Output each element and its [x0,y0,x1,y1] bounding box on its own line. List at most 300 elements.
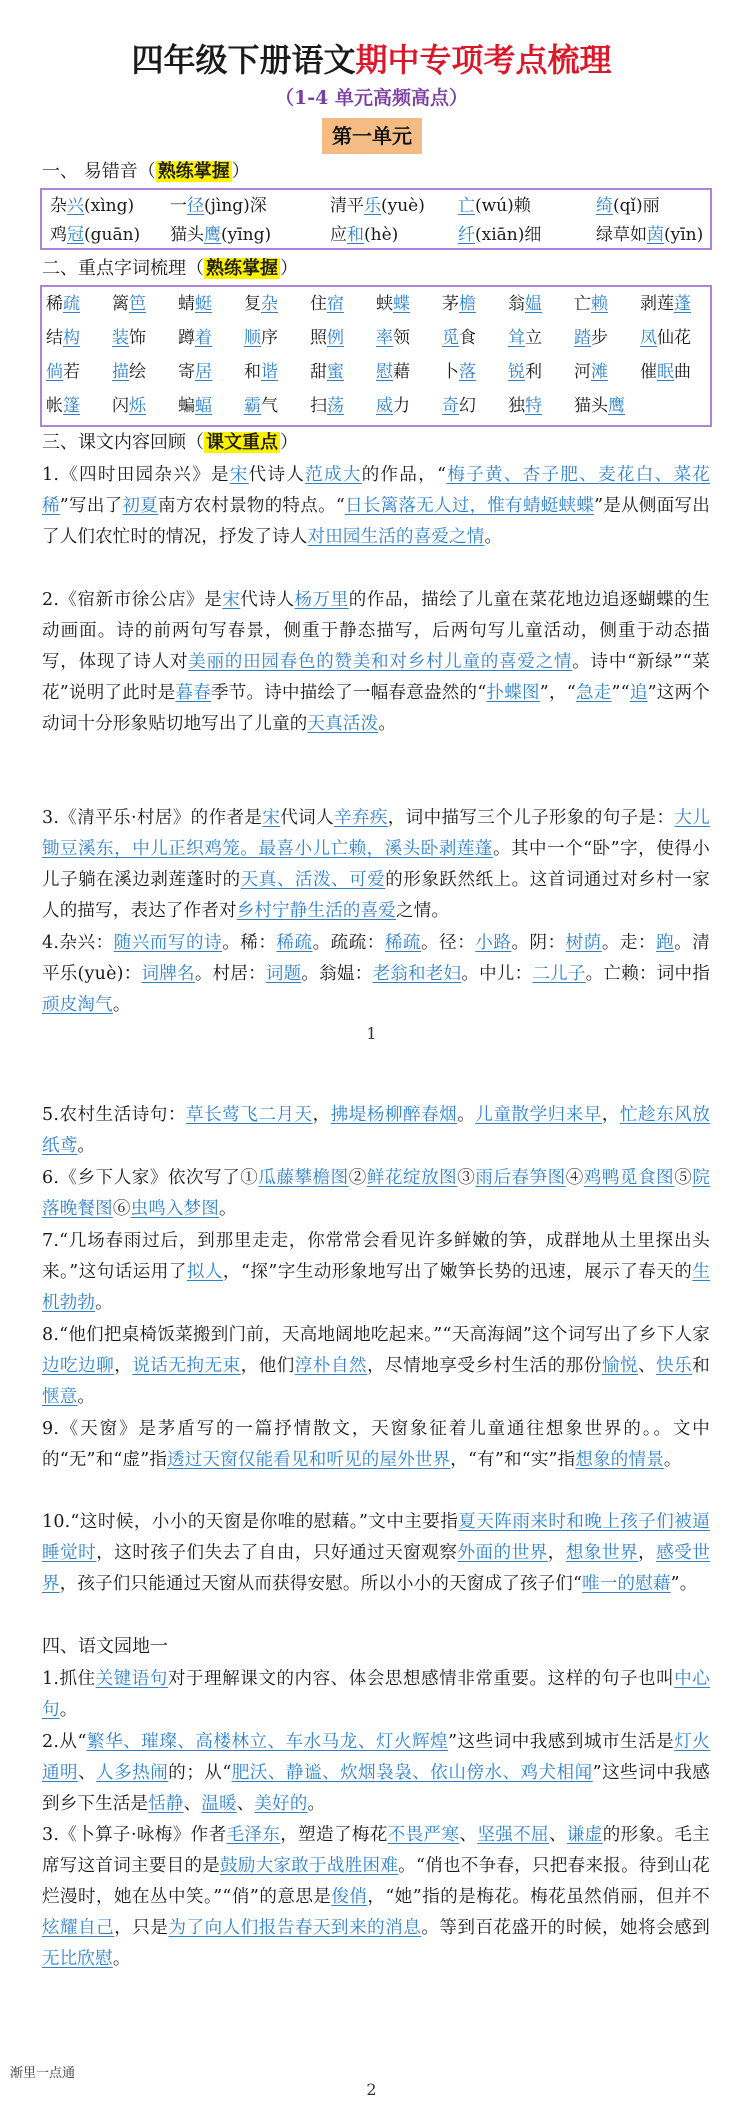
section-3-heading: 三、课文内容回顾（ 课文重点 ） [42,432,298,453]
body-text: 。 [663,1450,682,1470]
section-1-heading: 一、 易错音（ 熟练掌握 ） [42,161,250,182]
word-cell [574,289,608,319]
word-text: 利 [525,362,542,382]
page-subtitle: （1-4 单元高频高点） [275,87,468,109]
word-cell [508,323,542,353]
answer-text: 天真活泼 [307,714,379,734]
body-text: ，塑造了梅花 [280,1825,388,1845]
answer-text: 美丽的田园春色的赞美和对乡村儿童的喜爱之情 [188,652,573,672]
title-part-1: 四年级下册语文 [131,41,356,79]
page-title [0,38,743,82]
answer-text: 乡村宁静生活的喜爱 [236,901,397,921]
answer-text: 范成大 [305,465,362,485]
pinyin-row [42,191,710,221]
pinyin-text: 应 [330,225,347,245]
word-text: 和 [244,362,261,382]
word-cell [178,289,212,319]
unit-heading: 第一单元 [322,118,422,154]
body-text: 和 [692,1356,710,1376]
word-cell [178,391,212,421]
title-part-2: 期中专项考点梳理 [355,41,612,79]
body-text: 。 [378,714,397,734]
answer-text: 雨后春笋图 [475,1168,566,1188]
word-text: 照 [310,328,327,348]
answer-text: 中心句 [42,1669,710,1720]
paragraph-3 [42,803,710,927]
word-text: 若 [63,362,80,382]
word-cell [442,323,476,353]
word-text: 催 [640,362,657,382]
answer-text: 瓜藤攀檐图 [258,1168,349,1188]
body-text: ， [638,1543,657,1563]
answer-text: 淳朴自然 [294,1356,368,1376]
answer-text: 灯火通明 [42,1732,711,1783]
answer-text: 跑 [656,933,675,953]
word-text: 饰 [129,328,146,348]
body-text: ，“她”指的是梅花。梅花虽然俏丽，但并不 [367,1887,710,1907]
word-cell [442,391,476,421]
body-text: ，“有”和“实”指 [450,1450,576,1470]
footer-watermark: 渐里一点通 [10,2066,76,2081]
word-cell [310,289,344,319]
word-row [42,289,710,319]
paragraph-6 [42,1163,710,1225]
word-text: 结 [46,328,63,348]
word-row [42,357,710,387]
answer-text: 坚强不屈 [477,1825,549,1845]
word-key-char: 特 [525,396,542,416]
answer-text: 二儿子 [532,964,586,984]
answer-text: 美好的 [254,1794,308,1814]
answer-text: 草长莺飞二月天 [186,1105,313,1125]
pinyin-text: 清平 [330,196,364,216]
word-text: 甜 [310,362,327,382]
pinyin-text: (qǐ)丽 [613,196,660,216]
word-cell [640,357,691,387]
body-text: 。疏疏： [312,933,385,953]
word-text: 食 [459,328,476,348]
word-key-char: 着 [195,328,212,348]
answer-text: 想象世界 [565,1543,639,1563]
body-text: 3.《卜算子·咏梅》作者 [42,1825,227,1845]
pinyin-cell [596,220,703,250]
word-row [42,323,710,353]
body-text: 。 [307,1794,326,1814]
body-text: ⑥ [112,1199,131,1219]
answer-text: 大儿锄豆溪东，中儿正织鸡笼。最喜小儿亡赖，溪头卧剥莲蓬 [42,808,711,859]
pinyin-cell [458,191,531,221]
answer-text: 炫耀自己 [42,1918,115,1938]
pinyin-text: (hè) [364,225,399,245]
body-text: 、 [548,1825,567,1845]
body-text: 南方农村景物的特点。“ [157,496,346,516]
answer-text: 宋 [229,465,249,485]
word-cell [112,289,146,319]
answer-text: 稀疏 [384,933,422,953]
word-key-char: 蝠 [195,396,212,416]
answer-text: 说话无拘无束 [132,1356,241,1376]
word-text: 气 [261,396,278,416]
word-text: 复 [244,294,261,314]
body-text: ，孩子们只能通过天窗从而获得安慰。所以小小的天窗成了孩子们“ [59,1574,583,1594]
body-text: 的；从“ [168,1763,232,1783]
paragraph-8 [42,1320,710,1413]
body-text: 10.“这时候，小小的天窗是你唯的慰藉。”文中主要指 [42,1512,459,1532]
word-text: 帐 [46,396,63,416]
paragraph-12 [42,1727,710,1820]
word-text: 力 [393,396,410,416]
body-text: 1.抓住 [42,1669,96,1689]
body-text: 。中儿： [461,964,533,984]
answer-text: 生机勃勃 [42,1262,711,1313]
section-3-label: 三、课文内容回顾 [42,432,186,453]
body-text: 4.杂兴： [42,933,114,953]
pinyin-key-char: 乐 [364,196,381,216]
body-text: 3.《清平乐·村居》的作者是 [42,808,263,828]
body-text: 2.从“ [42,1732,87,1752]
word-cell [112,391,146,421]
word-cell [508,391,542,421]
answer-text: 关键语句 [95,1669,168,1689]
word-text: 河 [574,362,591,382]
word-text: 步 [591,328,608,348]
pinyin-cell [330,220,398,250]
body-text: ，他们 [240,1356,295,1376]
answer-text: 稀疏 [276,933,313,953]
word-cell [574,323,608,353]
body-text: ”“ [611,683,630,703]
word-key-char: 眠 [657,362,674,382]
answer-text: 透过天窗仅能看见和听见的屋外世界 [167,1450,451,1470]
word-cell [244,323,278,353]
answer-text: 感受世界 [42,1543,711,1594]
word-text: 翁 [508,294,525,314]
answer-text: 儿童散学归来早 [475,1105,602,1125]
word-key-char: 威 [376,396,393,416]
word-key-char: 鹰 [608,396,625,416]
body-text: 代诗人 [240,590,295,610]
body-text: 8.“他们把桌椅饭菜搬到门前，天高地阔地吃起来。”“天高海阔”这个词写出了乡下人家 [42,1325,710,1345]
word-cell [376,323,410,353]
body-text: 、 [78,1763,97,1783]
word-text: 稀 [46,294,63,314]
word-key-char: 荡 [327,396,344,416]
word-text: 立 [525,328,542,348]
word-cell [376,289,410,319]
word-key-char: 谐 [261,362,278,382]
pinyin-cell [596,191,660,221]
body-text: ”这些词中我感到城市生活是 [448,1732,675,1752]
word-key-char: 例 [327,328,344,348]
body-text: 。 [457,1105,476,1125]
body-text: 。稀： [222,933,277,953]
word-key-char: 锐 [508,362,525,382]
body-text: ，词中描写三个儿子形象的句子是： [387,808,675,828]
answer-text: 日长篱落无人过，惟有蜻蜓蛱蝶 [345,496,595,516]
body-text: ⑤ [674,1168,693,1188]
answer-text: 词牌名 [141,964,195,984]
word-text: 篱 [112,294,129,314]
body-text: 、 [236,1794,255,1814]
word-key-char: 檐 [459,294,476,314]
word-key-char: 霸 [244,396,261,416]
word-cell [640,323,691,353]
answer-text: 梅子黄、杏子肥、麦花白、菜花稀 [42,465,710,516]
pinyin-text: 猫头 [170,225,204,245]
paragraph-2 [42,585,710,740]
body-text: 季节。诗中描绘了一幅春意盎然的“ [211,683,487,703]
word-key-char: 描 [112,362,129,382]
word-cell [244,391,278,421]
pinyin-key-char: 亡 [458,196,475,216]
word-text: 卜 [442,362,459,382]
word-text: 亡 [574,294,591,314]
body-text: 。 [112,1949,131,1969]
body-text: 6.《乡下人家》依次写了① [42,1168,259,1188]
pinyin-cell [330,191,425,221]
answer-text: 顽皮淘气 [42,995,113,1015]
pinyin-cell [170,191,267,221]
page-number-2: 2 [366,2080,377,2099]
body-text: ”这两个动词十分形象贴切地写出了儿童的 [42,683,711,734]
answer-text: 愉悦 [601,1356,639,1376]
pinyin-text: (yuè) [381,196,425,216]
paragraph-5 [42,1100,710,1162]
word-cell [178,357,212,387]
answer-text: 快乐 [656,1356,693,1376]
word-text: 寄 [178,362,195,382]
word-cell [244,357,278,387]
body-text: ② [348,1168,367,1188]
body-text: 、 [183,1794,202,1814]
body-text: 、 [638,1356,657,1376]
body-text: 。阴： [511,933,566,953]
answer-text: 毛泽东 [226,1825,281,1845]
pinyin-cell [50,220,140,250]
section-4-heading: 四、语文园地一 [42,1636,168,1657]
pinyin-text: (xiān)细 [475,225,542,245]
word-cell [112,323,146,353]
word-cell [178,323,212,353]
pinyin-text: (jìng)深 [204,196,267,216]
pinyin-key-char: 径 [187,196,204,216]
word-key-char: 顺 [244,328,261,348]
paragraph-11 [42,1664,710,1726]
word-text: 蛱 [376,294,393,314]
word-key-char: 率 [376,328,393,348]
section-2-label: 二、重点字词梳理 [42,258,186,279]
body-text: ， [114,1356,133,1376]
word-text: 蝙 [178,396,195,416]
body-text: 。清平乐(yuè)： [42,933,710,984]
answer-text: 唯一的慰藉 [582,1574,671,1594]
paragraph-4 [42,928,710,1021]
answer-text: 扑蝶图 [486,683,540,703]
body-text: ”。 [670,1574,698,1594]
pinyin-key-char: 鹰 [204,225,221,245]
paragraph-9 [42,1414,710,1476]
section-2-heading: 二、重点字词梳理（ 熟练掌握 ） [42,258,298,279]
word-key-char: 疏 [63,294,80,314]
pinyin-text: 一 [170,196,187,216]
answer-text: 暮春 [175,683,211,703]
answer-text: 忙趁东风放纸鸢 [42,1105,711,1156]
word-cell [640,289,691,319]
body-text: 2.《宿新市徐公店》是 [42,590,223,610]
answer-text: 对田园生活的喜爱之情 [307,527,485,547]
body-text: 。 [219,1199,237,1219]
word-key-char: 蜓 [195,294,212,314]
body-text: ， [547,1543,566,1563]
body-text: 对于理解课文的内容、体会思想感情非常重要。这样的句子也叫 [167,1669,675,1689]
word-key-char: 蝶 [393,294,410,314]
pinyin-cell [170,220,271,250]
answer-text: 温暖 [201,1794,237,1814]
word-cell [508,289,542,319]
answer-text: 想象的情景 [575,1450,664,1470]
section-2-tag: 熟练掌握 [206,258,278,279]
answer-text: 词题 [265,964,302,984]
word-key-char: 滩 [591,362,608,382]
word-key-char: 篷 [63,396,80,416]
body-text: 。 [484,527,503,547]
word-cell [112,357,146,387]
body-text: 5.农村生活诗句： [42,1105,187,1125]
word-text: 蹲 [178,328,195,348]
word-text: 仙花 [657,328,691,348]
word-cell [46,357,80,387]
answer-text: 院落晚餐图 [42,1168,711,1219]
paragraph-7 [42,1226,710,1319]
body-text: 9.《天窗》是茅盾写的一篇抒情散文，天窗象征着儿童通往想象世界的。。文中的“无”和“虚”指 [42,1419,710,1470]
answer-text: 追 [629,683,648,703]
word-text: 猫头 [574,396,608,416]
word-key-char: 落 [459,362,476,382]
answer-text: 宋 [222,590,241,610]
body-text: 。 [59,1700,78,1720]
body-text: ”这些词中我感到乡下生活是 [42,1763,710,1814]
body-text: ， [601,1105,621,1125]
body-text: ，“探”字生动形象地写出了嫩笋长势的迅速，展示了春天的 [222,1262,693,1282]
body-text: ，尽情地享受乡村生活的那份 [367,1356,602,1376]
word-cell [46,323,80,353]
pinyin-text: 绿草如 [596,225,647,245]
word-text: 剥莲 [640,294,674,314]
word-key-char: 居 [195,362,212,382]
word-text: 领 [393,328,410,348]
body-text: 。其中一个“卧”字，使得小儿子躺在溪边剥莲蓬时的 [42,839,710,890]
word-cell [574,357,608,387]
answer-text: 谦虚 [566,1825,603,1845]
answer-text: 拂堤杨柳醉春烟 [330,1105,458,1125]
answer-text: 外面的世界 [457,1543,548,1563]
body-text: 7.“几场春雨过后，到那里走走，你常常会看见许多鲜嫩的笋，成群地从土里探出头来。”这句话运用了 [42,1231,710,1282]
body-text: 1.《四时田园杂兴》是 [42,465,230,485]
body-text: 。径： [421,933,476,953]
answer-text: 肥沃、静谧、炊烟袅袅、依山傍水、鸡犬相闻 [231,1763,593,1783]
word-key-char: 蜜 [327,362,344,382]
pinyin-key-char: 冠 [67,225,84,245]
word-key-char: 凤 [640,328,657,348]
answer-text: 宋 [262,808,281,828]
answer-text: 鲜花绽放图 [366,1168,458,1188]
answer-text: 俊俏 [331,1887,368,1907]
section-1-label: 一、 易错音 [42,161,138,182]
pinyin-text: (yīng) [221,225,272,245]
answer-text: 急走 [575,683,612,703]
answer-text: 人多热闹 [96,1763,169,1783]
answer-text: 小路 [475,933,512,953]
answer-text: 拟人 [186,1262,223,1282]
paragraph-10 [42,1507,710,1600]
word-key-char: 笆 [129,294,146,314]
answer-text: 杨万里 [294,590,349,610]
word-cell [46,289,80,319]
answer-text: 鼓励大家敢于战胜困难 [220,1856,399,1876]
word-key-char: 慰 [376,362,393,382]
pinyin-text: 杂 [50,196,67,216]
word-key-char: 杂 [261,294,278,314]
word-key-char: 烁 [129,396,146,416]
pinyin-text: 鸡 [50,225,67,245]
body-text: 的作品，“ [361,465,447,485]
pinyin-key-char: 绮 [596,196,613,216]
body-text: 。村居： [194,964,266,984]
body-text: 。 [77,1136,96,1156]
word-cell [574,391,625,421]
word-key-char: 赖 [591,294,608,314]
paragraph-13 [42,1820,710,1975]
word-text: 扫 [310,396,327,416]
body-text: ④ [565,1168,584,1188]
word-text: 藉 [393,362,410,382]
word-cell [376,391,410,421]
body-text: 。等到百花盛开的时候，她将会感到 [421,1918,711,1938]
answer-text: 不畏严寒 [387,1825,460,1845]
word-key-char: 宿 [327,294,344,314]
pinyin-text: (guān) [84,225,141,245]
answer-text: 虫鸣入梦图 [130,1199,220,1219]
pinyin-row [42,220,710,250]
word-key-char: 耸 [508,328,525,348]
answer-text: 无比欣慰 [42,1949,113,1969]
word-key-char: 媪 [525,294,542,314]
pinyin-key-char: 茵 [647,225,664,245]
body-text: ③ [457,1168,476,1188]
word-cell [442,289,476,319]
word-cell [442,357,476,387]
body-text: ”写出了 [59,496,123,516]
body-text: ”是从侧面写出了人们农忙时的情况，抒发了诗人 [42,496,710,547]
word-key-char: 踏 [574,328,591,348]
word-key-char: 觅 [442,328,459,348]
pinyin-cell [458,220,541,250]
word-key-char: 构 [63,328,80,348]
answer-text: 树荫 [565,933,602,953]
body-text: 。 [77,1387,96,1407]
body-text: 。 [112,995,131,1015]
body-text: 。亡赖：词中指 [585,964,710,984]
word-key-char: 倘 [46,362,63,382]
pinyin-text: (yīn) [664,225,704,245]
pinyin-box [40,188,712,250]
word-cell [46,391,80,421]
word-key-char: 蓬 [674,294,691,314]
page-number-1: 1 [366,1024,377,1043]
word-text: 绘 [129,362,146,382]
body-text: 。翁媪： [301,964,373,984]
word-cell [310,357,344,387]
